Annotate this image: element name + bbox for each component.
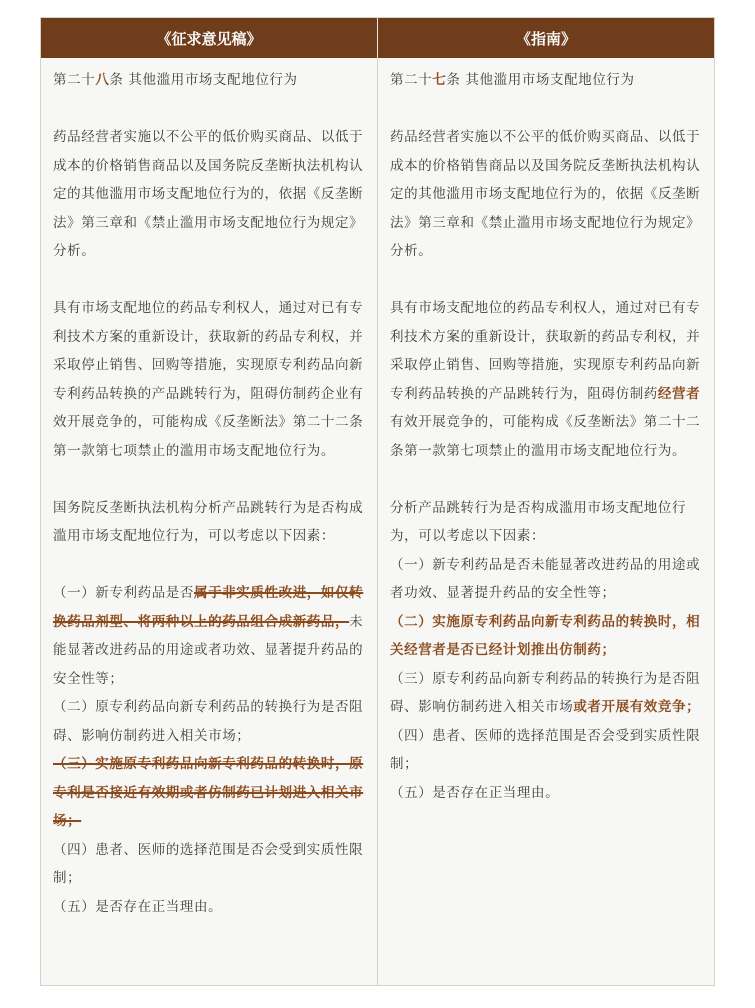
paragraph-2: 具有市场支配地位的药品专利权人，通过对已有专利技术方案的重新设计，获取新的药品专利权，并采取停止销售、回购等措施，实现原专利药品向新专利药品转换的产品跳转行为，阻碍仿制药经营者有效开展竞争的，可能构成《反垄断法》第二十二条第一款第七项禁止的滥用市场支配地位行为。 — [390, 300, 701, 459]
article-number-changed: 八 — [95, 72, 110, 88]
factor-5: （五）是否存在正当理由。 — [53, 898, 223, 915]
factor-1: （一）新专利药品是否属于非实质性改进，如仅转换药品剂型、将两种以上的药品组合成新药品，未能显著改进药品的用途或者功效、显著提升药品的安全性等； — [53, 585, 364, 687]
factor-5: （五）是否存在正当理由。 — [390, 784, 560, 801]
guideline-column — [377, 58, 714, 985]
factor-2: （二）原专利药品向新专利药品的转换行为是否阻碍、影响仿制药进入相关市场； — [53, 699, 364, 744]
table-body — [41, 58, 714, 985]
factor-2-added: （二）实施原专利药品向新专利药品的转换时，相关经营者是否已经计划推出仿制药； — [390, 613, 701, 658]
article-title: 第二十七条 其他滥用市场支配地位行为 — [390, 72, 635, 88]
factor-4: （四）患者、医师的选择范围是否会受到实质性限制； — [53, 841, 364, 886]
factor-1: （一）新专利药品是否未能显著改进药品的用途或者功效、显著提升药品的安全性等； — [390, 556, 701, 601]
comparison-table — [40, 17, 715, 986]
paragraph-2: 具有市场支配地位的药品专利权人，通过对已有专利技术方案的重新设计，获取新的药品专利权，并采取停止销售、回购等措施，实现原专利药品向新专利药品转换的产品跳转行为，阻碍仿制药企业有效开展竞争的，可能构成《反垄断法》第二十二条第一款第七项禁止的滥用市场支配地位行为。 — [53, 300, 364, 459]
paragraph-3: 国务院反垄断执法机构分析产品跳转行为是否构成滥用市场支配地位行为，可以考虑以下因素： — [53, 499, 364, 544]
factor-4: （四）患者、医师的选择范围是否会受到实质性限制； — [390, 727, 701, 772]
paragraph-3: 分析产品跳转行为是否构成滥用市场支配地位行为，可以考虑以下因素： — [390, 499, 687, 544]
factor-3-deleted: （三）实施原专利药品向新专利药品的转换时，原专利是否接近有效期或者仿制药已计划进入相关市场； — [53, 756, 364, 829]
deleted-text: 属于非实质性改进，如仅转换药品剂型、将两种以上的药品组合成新药品， — [53, 585, 364, 630]
paragraph-1: 药品经营者实施以不公平的低价购买商品、以低于成本的价格销售商品以及国务院反垄断执法机构认定的其他滥用市场支配地位行为的，依据《反垄断法》第三章和《禁止滥用市场支配地位行为规定》分析。 — [390, 129, 701, 259]
table-header — [41, 18, 714, 58]
header-guideline: 《指南》 — [377, 18, 714, 58]
added-text: 或者开展有效竞争； — [573, 699, 701, 715]
header-draft: 《征求意见稿》 — [41, 18, 377, 58]
article-number-changed: 七 — [432, 72, 447, 88]
paragraph-1: 药品经营者实施以不公平的低价购买商品、以低于成本的价格销售商品以及国务院反垄断执法机构认定的其他滥用市场支配地位行为的，依据《反垄断法》第三章和《禁止滥用市场支配地位行为规定》分析。 — [53, 129, 364, 259]
factor-3: （三）原专利药品向新专利药品的转换行为是否阻碍、影响仿制药进入相关市场或者开展有效竞争； — [390, 670, 701, 715]
draft-column — [41, 58, 377, 985]
article-title: 第二十八条 其他滥用市场支配地位行为 — [53, 72, 298, 88]
added-text: 经营者 — [657, 385, 701, 402]
